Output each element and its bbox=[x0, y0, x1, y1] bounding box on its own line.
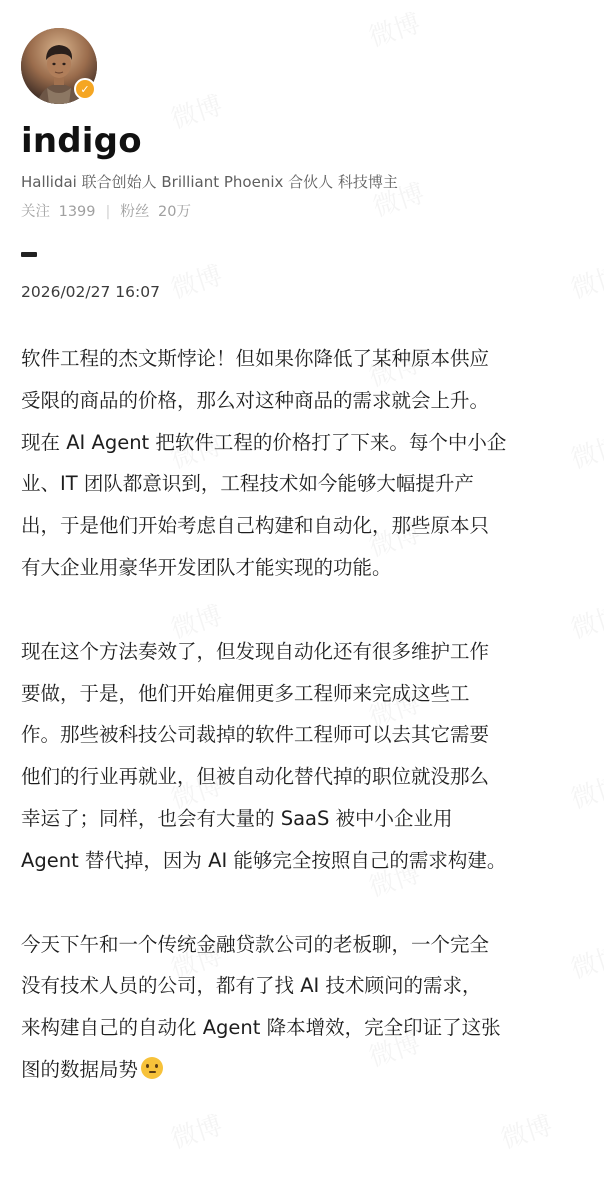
post-line: 作。那些被科技公司裁掉的软件工程师可以去其它需要 bbox=[21, 723, 490, 747]
post-line: 业、IT 团队都意识到，工程技术如今能够大幅提升产 bbox=[21, 472, 474, 496]
post-line: 现在 AI Agent 把软件工程的价格打了下来。每个中小企 bbox=[21, 430, 507, 454]
post-line: 今天下午和一个传统金融贷款公司的老板聊，一个完全 bbox=[21, 932, 490, 956]
post-line: 幸运了；同样，也会有大量的 SaaS 被中小企业用 bbox=[21, 806, 453, 830]
following-count: 1399 bbox=[58, 204, 96, 220]
profile-name[interactable]: indigo bbox=[21, 121, 142, 161]
post-line: 现在这个方法奏效了，但发现自动化还有很多维护工作 bbox=[21, 639, 490, 663]
post-line: 来构建自己的自动化 Agent 降本增效，完全印证了这张 bbox=[21, 1016, 501, 1040]
stats-separator: | bbox=[105, 204, 111, 220]
post-line-text: 图的数据局势 bbox=[21, 1057, 139, 1081]
post-line: 没有技术人员的公司，都有了找 AI 技术顾问的需求， bbox=[21, 974, 482, 998]
followers-label: 粉丝 bbox=[120, 204, 150, 220]
post-paragraph bbox=[21, 924, 587, 1091]
post-line: 要做，于是，他们开始雇佣更多工程师来完成这些工 bbox=[21, 681, 470, 705]
followers-link[interactable] bbox=[120, 202, 191, 222]
following-link[interactable] bbox=[21, 202, 96, 222]
verified-badge-icon: ✓ bbox=[74, 78, 96, 100]
watermark bbox=[166, 1105, 227, 1156]
post-line: 软件工程的杰文斯悖论！但如果你降低了某种原本供应 bbox=[21, 347, 490, 370]
post-line: 受限的商品的价格，那么对这种商品的需求就会上升。 bbox=[21, 388, 490, 412]
following-label: 关注 bbox=[21, 204, 50, 220]
post-line: Agent 替代掉，因为 AI 能够完全按照自己的需求构建。 bbox=[21, 848, 507, 872]
post-line: 他们的行业再就业，但被自动化替代掉的职位就没那么 bbox=[21, 765, 490, 789]
watermark bbox=[496, 1105, 557, 1156]
avatar-container[interactable] bbox=[21, 28, 97, 104]
followers-count: 20万 bbox=[158, 204, 191, 220]
section-divider bbox=[21, 252, 37, 257]
post-paragraph bbox=[21, 338, 587, 589]
post-body bbox=[21, 338, 587, 1091]
profile-stats bbox=[21, 202, 591, 222]
profile-header bbox=[21, 28, 591, 302]
post-line bbox=[21, 1049, 587, 1091]
post-date: 2026/02/27 16:07 bbox=[21, 283, 160, 301]
post-paragraph bbox=[21, 631, 587, 882]
post-line: 有大企业用豪华开发团队才能实现的功能。 bbox=[21, 555, 392, 579]
profile-bio: Hallidai 联合创始人 Brilliant Phoenix 合伙人 科技博主 bbox=[21, 173, 398, 191]
post-line: 出，于是他们开始考虑自己构建和自动化，那些原本只 bbox=[21, 514, 490, 538]
thinking-face-icon bbox=[141, 1057, 163, 1079]
